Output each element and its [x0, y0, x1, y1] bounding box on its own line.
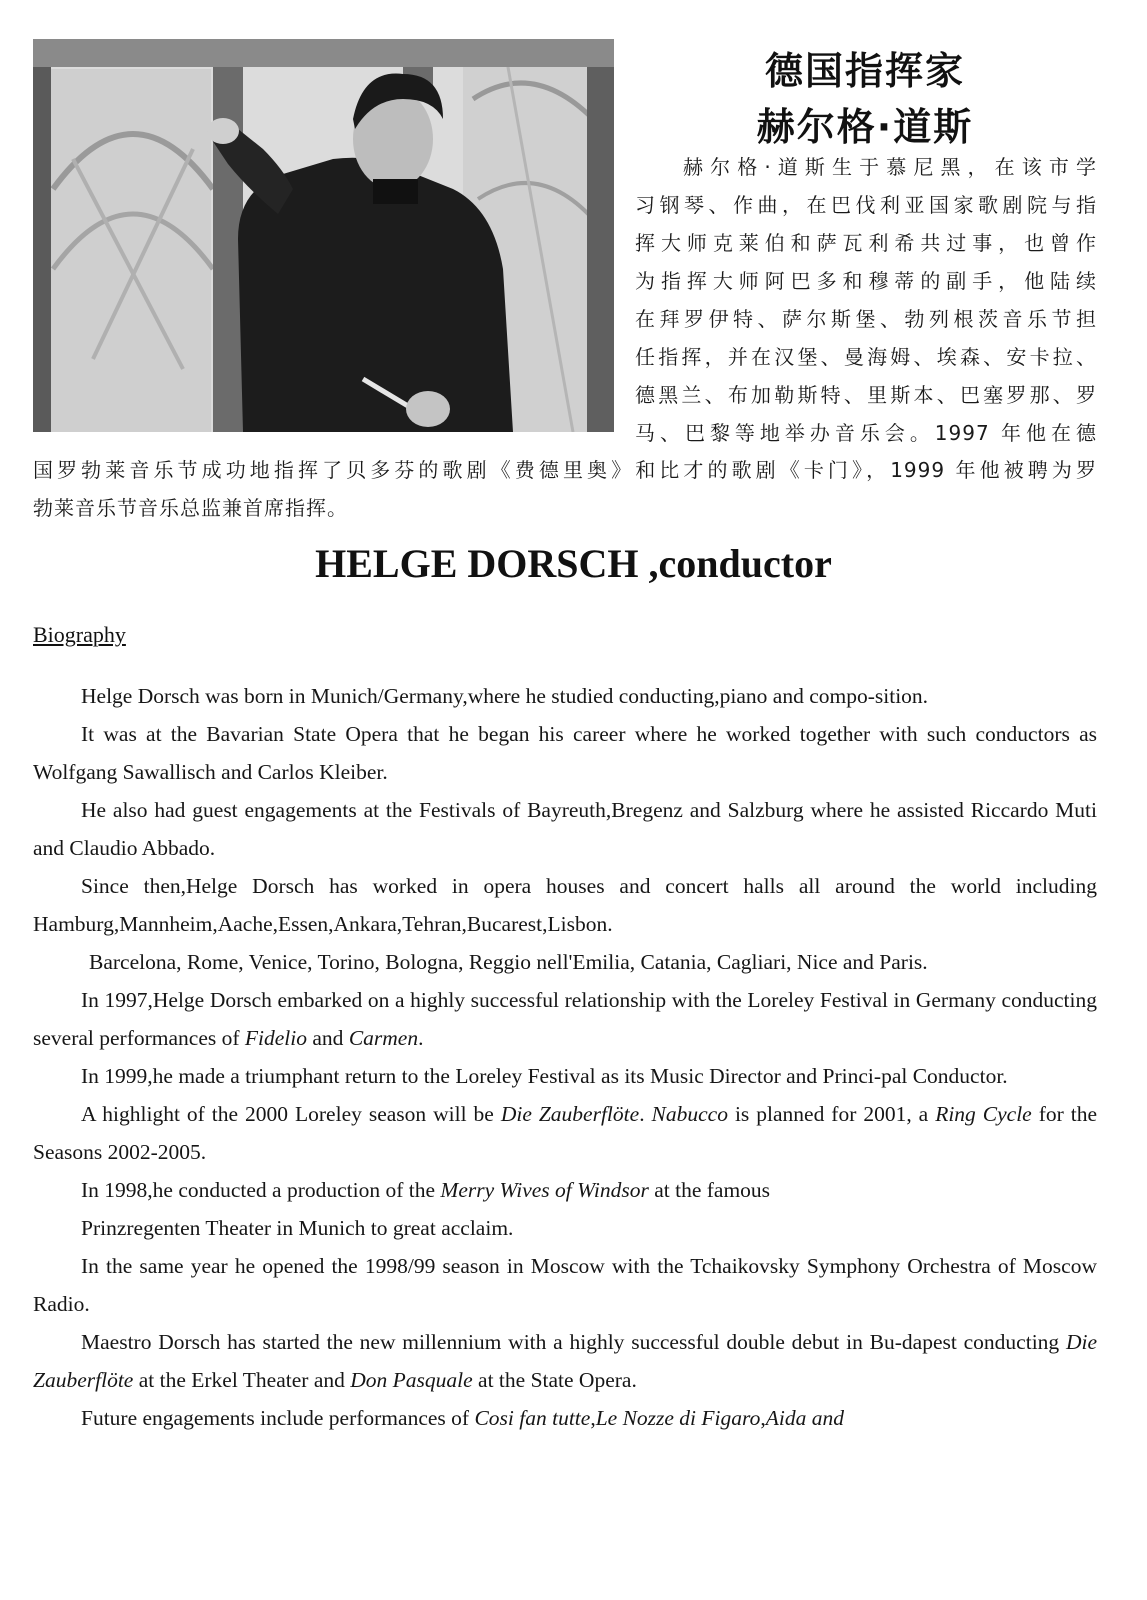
english-title: HELGE DORSCH ,conductor	[315, 541, 832, 586]
bio-paragraph: In 1999,he made a triumphant return to the Loreley Festival as its Music Director and Princi-pal Conductor.	[81, 1064, 1008, 1088]
bio-paragraph: Prinzregenten Theater in Munich to great acclaim.	[81, 1216, 514, 1240]
bio-text: In 1998,he conducted a production of the	[81, 1178, 441, 1202]
bio-paragraph: Barcelona, Rome, Venice, Torino, Bologna, Reggio nell'Emilia, Catania, Cagliari, Nice and Paris.	[89, 950, 928, 974]
intro-zh-line: 挥大师克莱伯和萨瓦利希共过事，也曾作	[635, 231, 1097, 255]
opera-title: Cosi fan tutte	[474, 1406, 591, 1430]
bio-paragraph: In the same year he opened the 1998/99 season in Moscow with the Tchaikovsky Symphony Orchestra of Moscow Radio.	[33, 1254, 1097, 1316]
opera-title: Le Nozze di Figaro	[595, 1406, 761, 1430]
bio-text: at the famous	[648, 1178, 771, 1202]
section-heading-biography: Biography	[33, 622, 126, 647]
intro-zh-line: 习钢琴、作曲，在巴伐利亚国家歌剧院与指	[635, 193, 1097, 217]
bio-paragraph	[33, 981, 1097, 1057]
bio-paragraph: Since then,Helge Dorsch has worked in opera houses and concert halls all around the world including Hamburg,Mannheim,Aache,Essen,Ankara,Tehran,Bucarest,Lisbon.	[33, 874, 1097, 936]
bio-text: Maestro Dorsch has started the new millennium with a highly successful double debut in Bu-dapest conducting	[81, 1330, 1066, 1354]
opera-title: Don Pasquale	[350, 1368, 473, 1392]
bio-paragraph: He also had guest engagements at the Festivals of Bayreuth,Bregenz and Salzburg where he assisted Riccardo Muti and Claudio Abbado.	[33, 798, 1097, 860]
bio-text: is planned for 2001, a	[727, 1102, 936, 1126]
opera-title: Carmen	[348, 1026, 419, 1050]
opera-title: Aida and	[765, 1406, 844, 1430]
bio-text: ,	[760, 1406, 766, 1430]
bio-text: .	[639, 1102, 652, 1126]
bio-text: at the State Opera.	[472, 1368, 637, 1392]
bio-paragraph	[33, 1399, 1097, 1437]
bio-text: at the Erkel Theater and	[133, 1368, 351, 1392]
bio-text: .	[418, 1026, 424, 1050]
opera-title: Ring Cycle	[935, 1102, 1032, 1126]
page-title-zh-line2: 赫尔格·道斯	[756, 105, 974, 149]
opera-title: Nabucco	[651, 1102, 728, 1126]
intro-zh-line: 为指挥大师阿巴多和穆蒂的副手，他陆续	[635, 269, 1097, 293]
intro-zh-line: 任指挥，并在汉堡、曼海姆、埃森、安卡拉、	[635, 345, 1097, 369]
conductor-photo	[33, 39, 614, 432]
page-title-zh-line1: 德国指挥家	[764, 49, 965, 93]
intro-zh-line: 德黑兰、布加勒斯特、里斯本、巴塞罗那、罗	[635, 383, 1097, 407]
bio-paragraph: Helge Dorsch was born in Munich/Germany,where he studied conducting,piano and compo-sition.	[81, 684, 929, 708]
biography-body	[33, 677, 1097, 1437]
bio-paragraph: It was at the Bavarian State Opera that he began his career where he worked together with such conductors as Wolfgang Sawallisch and Carlos Kleiber.	[33, 722, 1097, 784]
bio-text: A highlight of the 2000 Loreley season will be	[81, 1102, 501, 1126]
bio-text: ,	[590, 1406, 596, 1430]
opera-title: Die Zauberflöte	[500, 1102, 640, 1126]
bio-text: and	[307, 1026, 349, 1050]
bio-paragraph	[33, 1095, 1097, 1171]
intro-zh-line: 在拜罗伊特、萨尔斯堡、勃列根茨音乐节担	[635, 307, 1097, 331]
bio-text: for the Seasons 2002-2005.	[33, 1102, 1098, 1164]
bio-text: In 1997,Helge Dorsch embarked on a highly successful relationship with the Loreley Festival in Germany conducting several performances of	[33, 988, 1097, 1050]
intro-zh-line: 赫尔格·道斯生于慕尼黑，在该市学	[683, 155, 1097, 179]
bio-paragraph	[33, 1171, 1097, 1209]
bio-text: Future engagements include performances of	[81, 1406, 475, 1430]
intro-zh-line: 国罗勃莱音乐节成功地指挥了贝多芬的歌剧《费德里奥》和比才的歌剧《卡门》，1999 年他被聘为罗	[33, 458, 1097, 482]
opera-title: Merry Wives of Windsor	[440, 1178, 649, 1202]
intro-zh-line: 马、巴黎等地举办音乐会。1997 年他在德	[635, 421, 1097, 445]
intro-zh-line: 勃莱音乐节音乐总监兼首席指挥。	[33, 496, 348, 520]
conductor-photo-image	[33, 39, 614, 432]
bio-paragraph	[33, 1323, 1097, 1399]
opera-title: Fidelio	[244, 1026, 308, 1050]
opera-title: Die Zauberflöte	[33, 1330, 1097, 1392]
